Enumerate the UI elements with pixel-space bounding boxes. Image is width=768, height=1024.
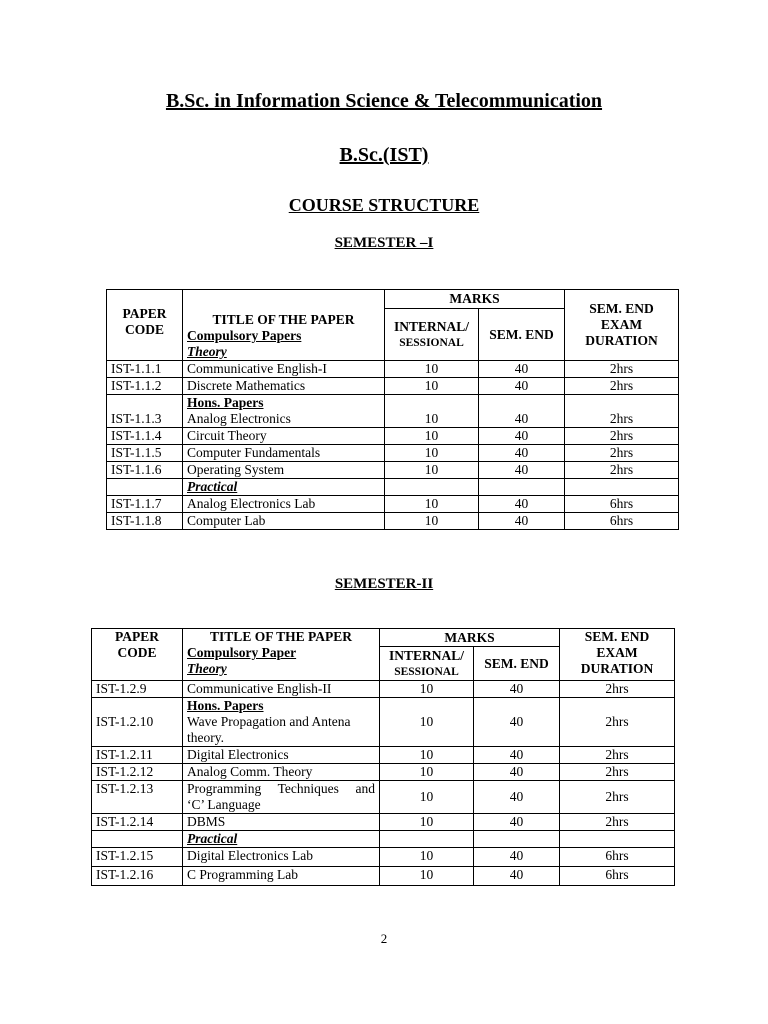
header-internal: INTERNAL/ SESSIONAL	[385, 309, 479, 361]
semester-2-heading: SEMESTER-II	[334, 576, 434, 592]
header-duration: SEM. END EXAM DURATION	[560, 629, 675, 681]
practical-row	[107, 479, 679, 496]
table-row: IST-1.1.8 Computer Lab 10 40 6hrs	[107, 513, 679, 530]
table-row: IST-1.2.12 Analog Comm. Theory 10 40 2hrs	[92, 764, 675, 781]
table-row: IST-1.2.11 Digital Electronics 10 40 2hrs	[92, 747, 675, 764]
header-title: TITLE OF THE PAPER Compulsory Papers Theory	[183, 290, 385, 361]
page-number: 2	[380, 931, 388, 946]
header-sem-end: SEM. END	[474, 647, 560, 681]
table-header-row	[92, 629, 675, 647]
table-row: IST-1.2.15 Digital Electronics Lab 10 40 6hrs	[92, 848, 675, 867]
compulsory-label: Compulsory Paper	[187, 645, 297, 660]
semester-1-heading: SEMESTER –I	[334, 235, 434, 251]
table-row: IST-1.1.7 Analog Electronics Lab 10 40 6hrs	[107, 496, 679, 513]
header-title: TITLE OF THE PAPER Compulsory Paper Theory	[183, 629, 380, 681]
header-internal: INTERNAL/ SESSIONAL	[380, 647, 474, 681]
table-row: IST-1.1.6 Operating System 10 40 2hrs	[107, 462, 679, 479]
section-title: COURSE STRUCTURE	[288, 195, 480, 215]
table-row: IST-1.2.10 Hons. Papers Wave Propagation and Antena theory. 10 40 2hrs	[92, 698, 675, 747]
table-row: IST-1.2.14 DBMS 10 40 2hrs	[92, 814, 675, 831]
table-row: IST-1.1.3 Hons. Papers Analog Electronics 10 40 2hrs	[107, 395, 679, 428]
compulsory-label: Compulsory Papers	[187, 328, 302, 343]
header-marks: MARKS	[385, 290, 565, 309]
hons-label: Hons. Papers	[187, 698, 264, 713]
practical-row	[92, 831, 675, 848]
header-duration: SEM. END EXAM DURATION	[565, 290, 679, 361]
table-row: IST-1.1.2 Discrete Mathematics 10 40 2hrs	[107, 378, 679, 395]
hons-label: Hons. Papers	[187, 395, 264, 410]
document-title: B.Sc. in Information Science & Telecommunication	[165, 90, 603, 112]
practical-label: Practical	[187, 479, 238, 494]
theory-label: Theory	[187, 661, 227, 676]
table-header-row	[107, 290, 679, 309]
theory-label: Theory	[187, 344, 227, 359]
header-marks: MARKS	[380, 629, 560, 647]
semester-2-table	[91, 628, 675, 886]
table-row: IST-1.1.1 Communicative English-I 10 40 2hrs	[107, 361, 679, 378]
header-paper-code: PAPER CODE	[107, 290, 183, 361]
table-row: IST-1.2.16 C Programming Lab 10 40 6hrs	[92, 867, 675, 886]
table-row: IST-1.1.5 Computer Fundamentals 10 40 2hrs	[107, 445, 679, 462]
table-row: IST-1.1.4 Circuit Theory 10 40 2hrs	[107, 428, 679, 445]
practical-label: Practical	[187, 831, 238, 846]
table-row: IST-1.2.13 Programming Techniques and ‘C’ Language 10 40 2hrs	[92, 781, 675, 814]
semester-1-table	[106, 289, 679, 530]
header-sem-end: SEM. END	[479, 309, 565, 361]
table-row: IST-1.2.9 Communicative English-II 10 40 2hrs	[92, 681, 675, 698]
header-paper-code: PAPER CODE	[92, 629, 183, 681]
document-subtitle: B.Sc.(IST)	[339, 144, 429, 166]
